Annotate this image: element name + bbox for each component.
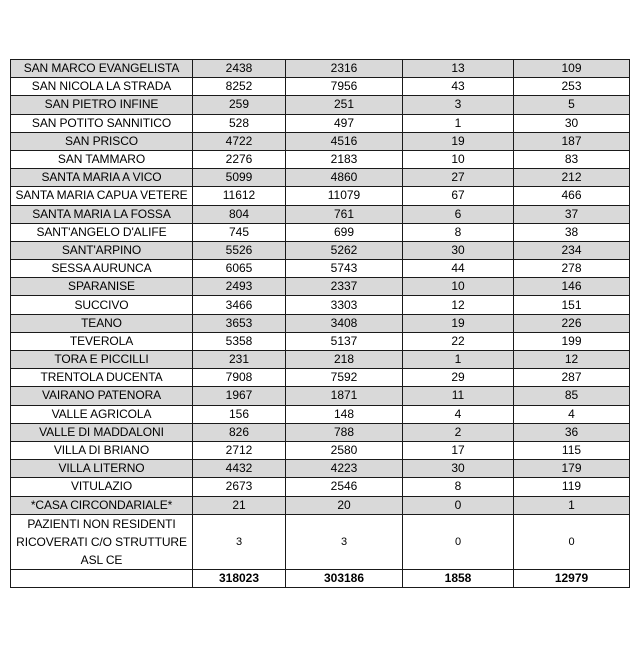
municipality-cell: SUCCIVO (11, 296, 193, 314)
value-cell-3: 4 (403, 405, 514, 423)
municipality-cell: TORA E PICCILLI (11, 351, 193, 369)
table-row (11, 187, 630, 205)
value-cell-1: 3466 (193, 296, 286, 314)
value-cell-3: 8 (403, 223, 514, 241)
table-row (11, 351, 630, 369)
value-cell-2: 788 (286, 423, 403, 441)
municipality-cell: VALLE DI MADDALONI (11, 423, 193, 441)
value-cell-4: 119 (514, 478, 630, 496)
value-cell-3: 13 (403, 60, 514, 78)
value-cell-2: 4860 (286, 169, 403, 187)
value-cell-1: 156 (193, 405, 286, 423)
municipality-cell: TRENTOLA DUCENTA (11, 369, 193, 387)
table-row (11, 405, 630, 423)
municipality-cell: SAN PIETRO INFINE (11, 96, 193, 114)
table-row (11, 514, 630, 569)
municipality-cell: SANTA MARIA LA FOSSA (11, 205, 193, 223)
table-row (11, 96, 630, 114)
value-cell-4: 38 (514, 223, 630, 241)
value-cell-3: 19 (403, 132, 514, 150)
municipality-cell: VILLA LITERNO (11, 460, 193, 478)
value-cell-1: 259 (193, 96, 286, 114)
municipality-cell: TEVEROLA (11, 332, 193, 350)
municipality-cell: SANT'ARPINO (11, 241, 193, 259)
value-cell-1: 5526 (193, 241, 286, 259)
value-cell-1: 2712 (193, 441, 286, 459)
table-row (11, 150, 630, 168)
table-row (11, 423, 630, 441)
value-cell-2: 5743 (286, 260, 403, 278)
table-row (11, 205, 630, 223)
value-cell-2: 148 (286, 405, 403, 423)
value-cell-2: 3303 (286, 296, 403, 314)
value-cell-3: 0 (403, 514, 514, 569)
value-cell-2: 5262 (286, 241, 403, 259)
value-cell-3: 0 (403, 496, 514, 514)
value-cell-4: 115 (514, 441, 630, 459)
value-cell-4: 36 (514, 423, 630, 441)
value-cell-3: 30 (403, 460, 514, 478)
value-cell-3: 19 (403, 314, 514, 332)
value-cell-3: 10 (403, 150, 514, 168)
value-cell-3: 10 (403, 278, 514, 296)
municipality-cell: SAN NICOLA LA STRADA (11, 78, 193, 96)
value-cell-2: 761 (286, 205, 403, 223)
value-cell-1: 5099 (193, 169, 286, 187)
value-cell-2: 1871 (286, 387, 403, 405)
table-row (11, 114, 630, 132)
value-cell-1: 8252 (193, 78, 286, 96)
value-cell-2: 2316 (286, 60, 403, 78)
municipality-cell: SPARANISE (11, 278, 193, 296)
totals-row (11, 569, 630, 587)
value-cell-1: 7908 (193, 369, 286, 387)
value-cell-2: 251 (286, 96, 403, 114)
value-cell-3: 29 (403, 369, 514, 387)
value-cell-1: 11612 (193, 187, 286, 205)
value-cell-1: 2673 (193, 478, 286, 496)
value-cell-4: 287 (514, 369, 630, 387)
table-row (11, 478, 630, 496)
value-cell-2: 699 (286, 223, 403, 241)
value-cell-2: 11079 (286, 187, 403, 205)
value-cell-1: 5358 (193, 332, 286, 350)
value-cell-4: 85 (514, 387, 630, 405)
value-cell-4: 109 (514, 60, 630, 78)
municipality-cell: SANTA MARIA A VICO (11, 169, 193, 187)
value-cell-4: 1 (514, 496, 630, 514)
table-row (11, 132, 630, 150)
value-cell-4: 12979 (514, 569, 630, 587)
value-cell-1: 3653 (193, 314, 286, 332)
municipality-cell: VITULAZIO (11, 478, 193, 496)
value-cell-3: 1 (403, 351, 514, 369)
value-cell-4: 187 (514, 132, 630, 150)
table-row (11, 260, 630, 278)
value-cell-3: 43 (403, 78, 514, 96)
value-cell-3: 30 (403, 241, 514, 259)
value-cell-1: 6065 (193, 260, 286, 278)
value-cell-3: 2 (403, 423, 514, 441)
value-cell-3: 17 (403, 441, 514, 459)
value-cell-3: 27 (403, 169, 514, 187)
value-cell-3: 8 (403, 478, 514, 496)
value-cell-3: 1 (403, 114, 514, 132)
municipality-cell: SANT'ANGELO D'ALIFE (11, 223, 193, 241)
value-cell-4: 4 (514, 405, 630, 423)
value-cell-4: 5 (514, 96, 630, 114)
value-cell-2: 3408 (286, 314, 403, 332)
value-cell-2: 7956 (286, 78, 403, 96)
value-cell-2: 7592 (286, 369, 403, 387)
value-cell-1: 2276 (193, 150, 286, 168)
municipality-cell (11, 569, 193, 587)
value-cell-1: 231 (193, 351, 286, 369)
table-row (11, 296, 630, 314)
value-cell-2: 218 (286, 351, 403, 369)
municipality-cell: SAN MARCO EVANGELISTA (11, 60, 193, 78)
value-cell-4: 466 (514, 187, 630, 205)
value-cell-3: 44 (403, 260, 514, 278)
value-cell-1: 2493 (193, 278, 286, 296)
value-cell-4: 278 (514, 260, 630, 278)
value-cell-2: 4516 (286, 132, 403, 150)
value-cell-1: 3 (193, 514, 286, 569)
table-body (11, 60, 630, 588)
table-row (11, 169, 630, 187)
value-cell-4: 37 (514, 205, 630, 223)
value-cell-4: 212 (514, 169, 630, 187)
value-cell-1: 528 (193, 114, 286, 132)
value-cell-2: 5137 (286, 332, 403, 350)
value-cell-3: 11 (403, 387, 514, 405)
value-cell-4: 151 (514, 296, 630, 314)
value-cell-4: 253 (514, 78, 630, 96)
value-cell-2: 2337 (286, 278, 403, 296)
municipality-cell: *CASA CIRCONDARIALE* (11, 496, 193, 514)
value-cell-4: 179 (514, 460, 630, 478)
value-cell-1: 4722 (193, 132, 286, 150)
municipality-cell: VAIRANO PATENORA (11, 387, 193, 405)
table-row (11, 369, 630, 387)
value-cell-3: 22 (403, 332, 514, 350)
municipality-cell: VALLE AGRICOLA (11, 405, 193, 423)
table-row (11, 387, 630, 405)
table-row (11, 278, 630, 296)
value-cell-1: 1967 (193, 387, 286, 405)
value-cell-4: 30 (514, 114, 630, 132)
value-cell-1: 318023 (193, 569, 286, 587)
table-row (11, 496, 630, 514)
value-cell-1: 21 (193, 496, 286, 514)
municipality-cell: SANTA MARIA CAPUA VETERE (11, 187, 193, 205)
table-row (11, 241, 630, 259)
value-cell-2: 3 (286, 514, 403, 569)
municipality-cell: SAN TAMMARO (11, 150, 193, 168)
value-cell-4: 226 (514, 314, 630, 332)
value-cell-2: 20 (286, 496, 403, 514)
value-cell-3: 1858 (403, 569, 514, 587)
value-cell-4: 0 (514, 514, 630, 569)
municipality-cell: SAN PRISCO (11, 132, 193, 150)
value-cell-2: 2580 (286, 441, 403, 459)
municipality-cell: PAZIENTI NON RESIDENTI RICOVERATI C/O STRUTTURE ASL CE (11, 514, 193, 569)
value-cell-1: 745 (193, 223, 286, 241)
value-cell-2: 2546 (286, 478, 403, 496)
value-cell-1: 2438 (193, 60, 286, 78)
municipality-cell: SAN POTITO SANNITICO (11, 114, 193, 132)
municipality-cell: SESSA AURUNCA (11, 260, 193, 278)
value-cell-4: 146 (514, 278, 630, 296)
value-cell-3: 67 (403, 187, 514, 205)
value-cell-4: 83 (514, 150, 630, 168)
value-cell-3: 12 (403, 296, 514, 314)
table-row (11, 60, 630, 78)
value-cell-3: 6 (403, 205, 514, 223)
value-cell-1: 4432 (193, 460, 286, 478)
value-cell-2: 2183 (286, 150, 403, 168)
value-cell-4: 12 (514, 351, 630, 369)
value-cell-4: 234 (514, 241, 630, 259)
value-cell-3: 3 (403, 96, 514, 114)
table-row (11, 78, 630, 96)
table-row (11, 441, 630, 459)
table-row (11, 460, 630, 478)
table-row (11, 332, 630, 350)
value-cell-2: 497 (286, 114, 403, 132)
table-row (11, 223, 630, 241)
municipality-cell: VILLA DI BRIANO (11, 441, 193, 459)
table-row (11, 314, 630, 332)
value-cell-1: 826 (193, 423, 286, 441)
value-cell-4: 199 (514, 332, 630, 350)
data-table (10, 59, 630, 588)
municipality-cell: TEANO (11, 314, 193, 332)
value-cell-2: 4223 (286, 460, 403, 478)
value-cell-1: 804 (193, 205, 286, 223)
value-cell-2: 303186 (286, 569, 403, 587)
